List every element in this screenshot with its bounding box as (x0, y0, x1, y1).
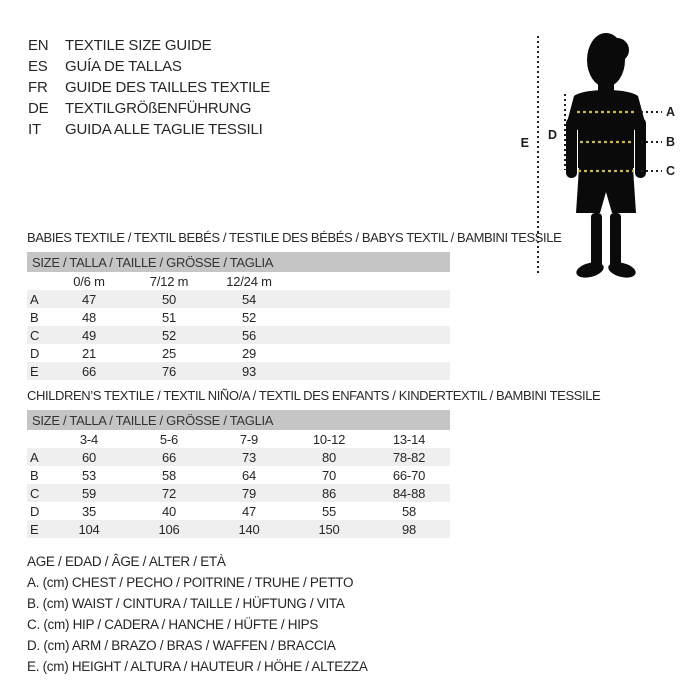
size-header-bar: SIZE / TALLA / TAILLE / GRÖSSE / TAGLIA (27, 252, 450, 272)
row-label: B (30, 309, 39, 325)
table-cell: 40 (161, 503, 177, 519)
language-title: TEXTILGRÖßENFÜHRUNG (65, 100, 252, 117)
legend-waist-line: B. (cm) WAIST / CINTURA / TAILLE / HÜFTUNG / VITA (27, 596, 345, 611)
language-code: FR (28, 79, 48, 96)
figure-label-c: C (666, 164, 676, 178)
figure-label-a: A (666, 105, 676, 119)
child-measurement-figure (505, 20, 697, 288)
row-label: D (30, 345, 40, 361)
column-header: 10-12 (312, 431, 346, 447)
table-cell: 50 (161, 291, 177, 307)
table-row (27, 448, 450, 466)
column-header: 12/24 m (226, 273, 272, 289)
table-cell: 86 (321, 485, 337, 501)
language-title: GUIDE DES TAILLES TEXTILE (65, 79, 271, 96)
figure-label-e: E (520, 136, 529, 150)
table-row (27, 466, 450, 484)
table-cell: 53 (81, 467, 97, 483)
babies-size-table (27, 252, 450, 380)
table-cell: 84-88 (392, 485, 426, 501)
language-code: EN (28, 37, 49, 54)
column-header-row (27, 272, 450, 290)
column-header: 3-4 (79, 431, 99, 447)
table-row (27, 520, 450, 538)
measurement-legend (27, 551, 368, 677)
table-cell: 58 (161, 467, 177, 483)
table-cell: 106 (158, 521, 180, 537)
language-row (28, 98, 270, 119)
language-code: DE (28, 100, 49, 117)
table-cell: 49 (81, 327, 97, 343)
size-header-bar: SIZE / TALLA / TAILLE / GRÖSSE / TAGLIA (27, 410, 450, 430)
table-cell: 52 (241, 309, 257, 325)
row-label: C (30, 485, 40, 501)
column-header: 5-6 (159, 431, 179, 447)
legend-height-line: E. (cm) HEIGHT / ALTURA / HAUTEUR / HÖHE / ALTEZZA (27, 659, 368, 674)
table-rows (27, 272, 450, 380)
table-row (27, 290, 450, 308)
figure-label-d: D (547, 128, 557, 142)
row-label: D (30, 503, 40, 519)
language-title-list (28, 35, 270, 140)
table-cell: 54 (241, 291, 257, 307)
table-row (27, 484, 450, 502)
column-header: 7/12 m (149, 273, 189, 289)
row-label: A (30, 291, 39, 307)
language-row (28, 56, 270, 77)
language-code: IT (28, 121, 41, 138)
column-header: 13-14 (392, 431, 426, 447)
table-cell: 140 (238, 521, 260, 537)
figure-label-b: B (666, 135, 676, 149)
table-cell: 66 (161, 449, 177, 465)
table-cell: 21 (81, 345, 97, 361)
child-silhouette (566, 33, 646, 280)
table-cell: 29 (241, 345, 257, 361)
table-cell: 51 (161, 309, 177, 325)
column-header: 0/6 m (73, 273, 105, 289)
column-header-row (27, 430, 450, 448)
table-cell: 47 (81, 291, 97, 307)
row-label: C (30, 327, 40, 343)
legend-age-line: AGE / EDAD / ÂGE / ALTER / ETÀ (27, 554, 226, 569)
table-cell: 79 (241, 485, 257, 501)
table-row (27, 502, 450, 520)
table-cell: 64 (241, 467, 257, 483)
table-cell: 93 (241, 363, 257, 379)
table-cell: 73 (241, 449, 257, 465)
table-cell: 25 (161, 345, 177, 361)
language-code: ES (28, 58, 48, 75)
table-cell: 47 (241, 503, 257, 519)
table-cell: 76 (161, 363, 177, 379)
column-header: 7-9 (239, 431, 259, 447)
table-cell: 60 (81, 449, 97, 465)
table-rows (27, 430, 450, 538)
language-row (28, 35, 270, 56)
table-cell: 98 (401, 521, 417, 537)
legend-hip-line: C. (cm) HIP / CADERA / HANCHE / HÜFTE / HIPS (27, 617, 319, 632)
children-size-table (27, 410, 450, 538)
babies-section-title: BABIES TEXTILE / TEXTIL BEBÉS / TESTILE DES BÉBÉS / BABYS TEXTIL / BAMBINI TESSILE (27, 230, 562, 245)
language-title: GUIDA ALLE TAGLIE TESSILI (65, 121, 263, 138)
table-cell: 35 (81, 503, 97, 519)
table-cell: 80 (321, 449, 337, 465)
row-label: E (30, 521, 39, 537)
legend-chest-line: A. (cm) CHEST / PECHO / POITRINE / TRUHE / PETTO (27, 575, 354, 590)
table-row (27, 362, 450, 380)
table-cell: 58 (401, 503, 417, 519)
table-cell: 66 (81, 363, 97, 379)
table-cell: 72 (161, 485, 177, 501)
language-title: GUÍA DE TALLAS (65, 58, 182, 75)
table-cell: 104 (78, 521, 100, 537)
table-cell: 52 (161, 327, 177, 343)
table-cell: 150 (318, 521, 340, 537)
table-cell: 78-82 (392, 449, 426, 465)
row-label: E (30, 363, 39, 379)
row-label: B (30, 467, 39, 483)
language-row (28, 119, 270, 140)
table-cell: 48 (81, 309, 97, 325)
language-title: TEXTILE SIZE GUIDE (65, 37, 212, 54)
table-row (27, 326, 450, 344)
table-row (27, 308, 450, 326)
row-label: A (30, 449, 39, 465)
language-row (28, 77, 270, 98)
table-cell: 66-70 (392, 467, 426, 483)
figure-svg (505, 20, 697, 288)
children-section-title: CHILDREN’S TEXTILE / TEXTIL NIÑO/A / TEXTIL DES ENFANTS / KINDERTEXTIL / BAMBINI TESSILE (27, 388, 601, 403)
table-row (27, 344, 450, 362)
legend-arm-line: D. (cm) ARM / BRAZO / BRAS / WAFFEN / BRACCIA (27, 638, 336, 653)
table-cell: 70 (321, 467, 337, 483)
table-cell: 56 (241, 327, 257, 343)
table-cell: 55 (321, 503, 337, 519)
table-cell: 59 (81, 485, 97, 501)
